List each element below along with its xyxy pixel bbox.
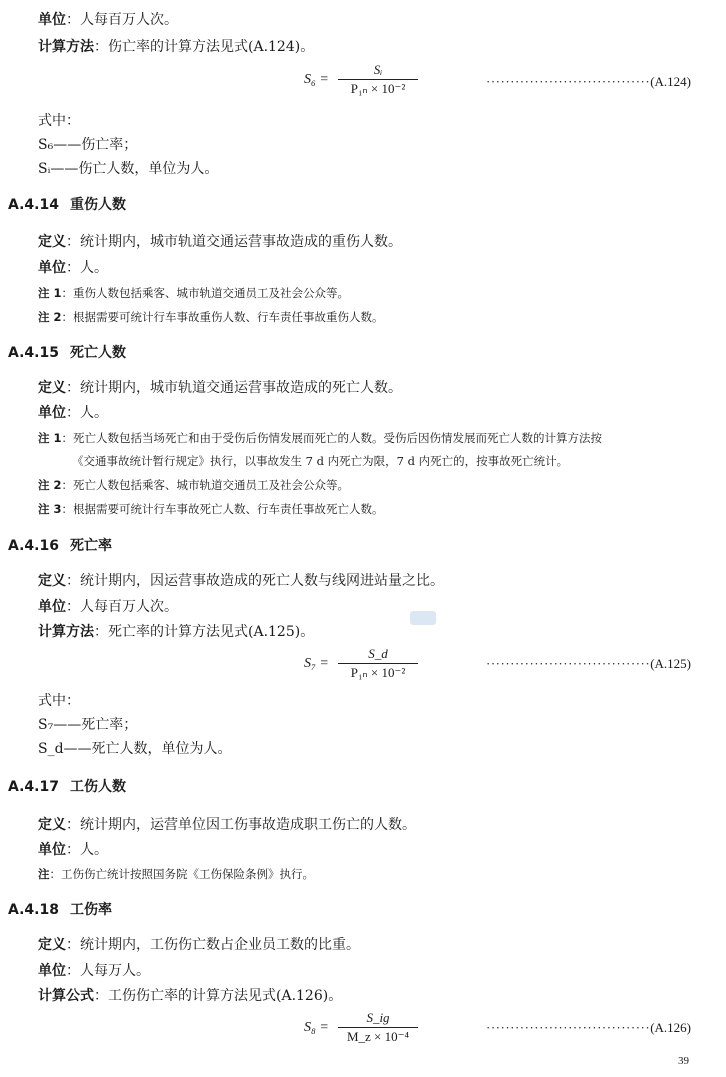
- fraction-bar: [338, 663, 418, 664]
- definition-line: 定义：统计期内，运营单位因工伤事故造成职工伤亡的人数。: [38, 817, 416, 833]
- section-heading: A.4.18 工伤率: [8, 902, 112, 918]
- unit-line: 单位：人每百万人次。: [38, 12, 178, 28]
- variable-def: S_d——死亡人数，单位为人。: [38, 741, 232, 757]
- where-label: 式中：: [38, 113, 80, 129]
- formula-fraction: [338, 646, 418, 681]
- formula-denominator: M_z × 10⁻⁴: [346, 1029, 410, 1044]
- formula-a125: [300, 646, 430, 686]
- unit-line: 单位：人。: [38, 405, 108, 421]
- method-line: 计算方法：伤亡率的计算方法见式(A.124)。: [38, 39, 315, 55]
- section-heading: A.4.17 工伤人数: [8, 779, 126, 795]
- note-continuation: 《交通事故统计暂行规定》执行，以事故发生 7 d 内死亡为限，7 d 内死亡的，按事故死亡统计。: [72, 454, 569, 468]
- definition-line: 定义：统计期内，因运营事故造成的死亡人数与线网进站量之比。: [38, 573, 444, 589]
- formula-lhs: S₈ =: [304, 1020, 329, 1035]
- note: 注 2：死亡人数包括乘客、城市轨道交通员工及社会公众等。: [38, 478, 350, 492]
- unit-line: 单位：人。: [38, 260, 108, 276]
- equation-number: ··································(A.125): [486, 656, 691, 671]
- formula-numerator: S_ig: [366, 1010, 390, 1025]
- formula-fraction: [338, 1010, 418, 1045]
- section-heading: A.4.16 死亡率: [8, 538, 112, 554]
- definition-line: 定义：统计期内，城市轨道交通运营事故造成的重伤人数。: [38, 234, 402, 250]
- formula-lhs: S₇ =: [304, 656, 329, 671]
- method-line: 计算方法：死亡率的计算方法见式(A.125)。: [38, 624, 315, 640]
- unit-line: 单位：人每百万人次。: [38, 599, 178, 615]
- formula-numerator: S_d: [368, 646, 388, 661]
- watermark-logo: [410, 611, 436, 625]
- definition-line: 定义：统计期内，城市轨道交通运营事故造成的死亡人数。: [38, 380, 402, 396]
- note: 注：工伤伤亡统计按照国务院《工伤保险条例》执行。: [38, 867, 314, 881]
- formula-denominator: P₁ₙ × 10⁻²: [350, 81, 406, 96]
- variable-def: S₆——伤亡率；: [38, 137, 138, 153]
- note: 注 3：根据需要可统计行车事故死亡人数、行车责任事故死亡人数。: [38, 502, 384, 516]
- formula-fraction: [338, 62, 418, 97]
- section-heading: A.4.14 重伤人数: [8, 197, 126, 213]
- variable-def: Sᵢ——伤亡人数，单位为人。: [38, 161, 219, 177]
- page-number: 39: [678, 1055, 689, 1067]
- note: 注 1：重伤人数包括乘客、城市轨道交通员工及社会公众等。: [38, 286, 350, 300]
- formula-lhs: S₆ =: [304, 72, 329, 87]
- unit-line: 单位：人。: [38, 842, 108, 858]
- definition-line: 定义：统计期内，工伤伤亡数占企业员工数的比重。: [38, 937, 360, 953]
- variable-def: S₇——死亡率；: [38, 717, 138, 733]
- method-line: 计算公式：工伤伤亡率的计算方法见式(A.126)。: [38, 988, 343, 1004]
- unit-line: 单位：人每万人。: [38, 963, 150, 979]
- formula-a126: [300, 1010, 430, 1050]
- note: 注 2：根据需要可统计行车事故重伤人数、行车责任事故重伤人数。: [38, 310, 384, 324]
- formula-numerator: Sᵢ: [373, 62, 383, 77]
- formula-a124: [300, 62, 430, 102]
- fraction-bar: [338, 1027, 418, 1028]
- note: 注 1：死亡人数包括当场死亡和由于受伤后伤情发展而死亡的人数。受伤后因伤情发展而死亡人数的计算方法按: [38, 431, 603, 445]
- equation-number: ··································(A.126): [486, 1020, 691, 1035]
- section-heading: A.4.15 死亡人数: [8, 345, 126, 361]
- equation-number: ··································(A.124): [486, 74, 691, 89]
- where-label: 式中：: [38, 693, 80, 709]
- formula-denominator: P₁ₙ × 10⁻²: [350, 665, 406, 680]
- fraction-bar: [338, 79, 418, 80]
